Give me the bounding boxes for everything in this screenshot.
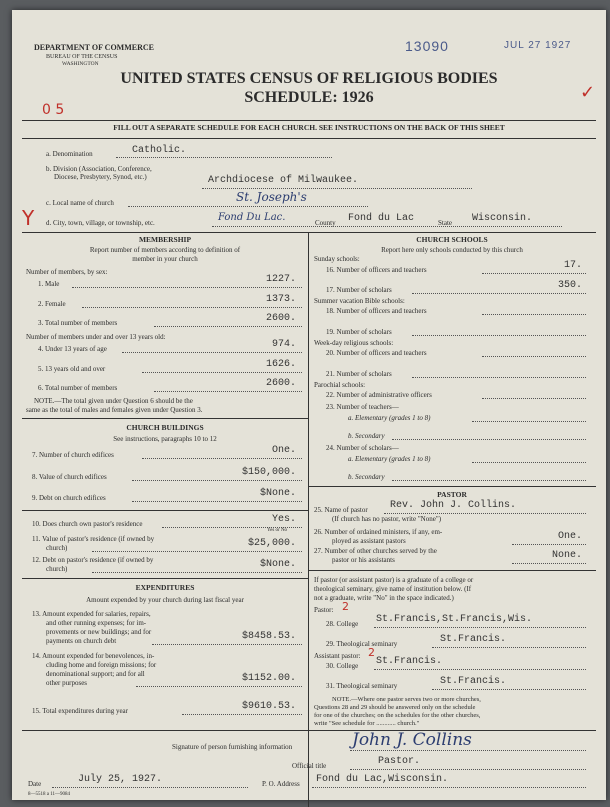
red-mark-2b: 2 (368, 646, 375, 659)
expenditures-heading: EXPENDITURES (135, 583, 195, 592)
signature-label: Signature of person furnishing information (172, 743, 293, 751)
members-by-age-label: Number of members under and over 13 years old: (26, 333, 166, 341)
q24-label: 24. Number of scholars— (326, 444, 399, 452)
q5-label: 5. 13 years old and over (38, 365, 106, 373)
q15-label: 15. Total expenditures during year (32, 707, 128, 715)
q12-label-2: church) (46, 565, 68, 573)
q26-value: One. (557, 531, 582, 542)
q30-label: 30. College (326, 662, 359, 670)
q25-label: 25. Name of pastor (314, 506, 368, 514)
q26-label-1: 26. Number of ordained ministers, if any, em- (314, 528, 443, 536)
q1-value: 1227. (265, 274, 296, 285)
red-mark-y: Y (22, 206, 35, 230)
q3-value: 2600. (265, 313, 296, 324)
county-value: Fond du Lac (348, 213, 415, 224)
date-stamp: JUL 27 1927 (504, 40, 572, 51)
weekday-schools-label: Week-day religious schools: (314, 339, 394, 347)
census-form (12, 10, 606, 800)
assistant-pastor-label: Assistant pastor: (314, 652, 361, 660)
q30-value: St.Francis. (376, 656, 443, 667)
pastor-note-3: for one of the churches; on the schedules for the other churches, (314, 712, 481, 719)
official-title-label: Official title (292, 762, 327, 770)
q23-label: 23. Number of teachers— (326, 403, 399, 411)
schools-heading: CHURCH SCHOOLS (416, 235, 488, 244)
dept-name: DEPARTMENT OF COMMERCE (34, 43, 155, 52)
form-title: UNITED STATES CENSUS OF RELIGIOUS BODIES (120, 70, 498, 87)
vacation-schools-label: Summer vacation Bible schools: (314, 297, 405, 305)
q14-label-2: cluding home and foreign missions; for (46, 661, 157, 669)
q14-label-1: 14. Amount expended for benevolences, in- (32, 652, 155, 660)
q31-value: St.Francis. (440, 676, 507, 687)
q13-label-1: 13. Amount expended for salaries, repairs, (32, 610, 151, 618)
serial-number: 13090 (405, 38, 449, 54)
q29-value: St.Francis. (440, 634, 507, 645)
buildings-heading: CHURCH BUILDINGS (126, 423, 204, 432)
q26-label-2: ployed as assistant pastors (332, 537, 406, 545)
q8-value: $150,000. (241, 467, 296, 478)
q14-label-4: other purposes (46, 679, 88, 687)
pastor-name: Rev. John J. Collins. (390, 500, 517, 511)
q6-value: 2600. (265, 378, 296, 389)
graduate-note-1: If pastor (or assistant pastor) is a graduate of a college or (314, 576, 474, 584)
q15-value: $9610.53. (241, 701, 296, 712)
q25-hint: (If church has no pastor, write "None") (332, 515, 442, 523)
q23-secondary: b. Secondary (348, 432, 385, 440)
form-number: 8—5518 a 11—9084 (28, 792, 71, 797)
q28-label: 28. College (326, 620, 359, 628)
city: WASHINGTON (62, 61, 99, 67)
q16-value: 17. (563, 260, 582, 271)
city-label: d. City, town, village, or township, etc. (46, 219, 155, 227)
graduate-note-2: theological seminary, give name of institution below. (If (314, 585, 472, 593)
po-address-value: Fond du Lac,Wisconsin. (316, 774, 449, 785)
pastor-note-2: Questions 28 and 29 should be answered only on the schedule (314, 704, 476, 711)
q14-label-3: denominational support; and for all (46, 670, 145, 678)
members-by-sex-label: Number of members, by sex: (26, 268, 108, 276)
q21-label: 21. Number of scholars (326, 370, 392, 378)
county-label: County (315, 219, 336, 227)
q5-value: 1626. (265, 359, 296, 370)
pastor-label: Pastor: (314, 606, 334, 614)
q19-label: 19. Number of scholars (326, 328, 392, 336)
pastor-heading: PASTOR (437, 490, 467, 499)
local-name-label: c. Local name of church (46, 199, 114, 207)
parochial-schools-label: Parochial schools: (314, 381, 366, 389)
q11-value: $25,000. (247, 538, 296, 549)
sunday-schools-label: Sunday schools: (314, 255, 360, 263)
q2-label: 2. Female (38, 300, 66, 308)
pastor-note-1: NOTE.—Where one pastor serves two or more churches, (332, 696, 481, 703)
q12-value: $None. (259, 559, 296, 570)
q13-label-2: and other running expenses; for im- (46, 619, 147, 627)
graduate-note-3: not a graduate, write "No" in the space indicated.) (314, 594, 454, 602)
q13-label-4: payments on church debt (46, 637, 117, 645)
red-check-mark: ✓ (580, 82, 596, 103)
instructions-banner: FILL OUT A SEPARATE SCHEDULE FOR EACH CHURCH. SEE INSTRUCTIONS ON THE BACK OF THIS SHEET (113, 123, 505, 132)
city-value: Fond Du Lac. (218, 212, 286, 223)
q10-label: 10. Does church own pastor's residence (32, 520, 143, 528)
q13-label-3: provements or new buildings; and for (46, 628, 152, 636)
q24-elementary: a. Elementary (grades 1 to 8) (348, 455, 431, 463)
q17-value: 350. (557, 280, 582, 291)
q27-value: None. (551, 550, 582, 561)
q12-label-1: 12. Debt on pastor's residence (if owned by (32, 556, 154, 564)
q3-label: 3. Total number of members (38, 319, 118, 327)
bureau-name: BUREAU OF THE CENSUS (46, 54, 118, 60)
signature: John J. Collins (352, 730, 472, 750)
date-label: Date (28, 780, 42, 788)
division-label-1: b. Division (Association, Conference, (46, 165, 152, 173)
q22-label: 22. Number of administrative officers (326, 391, 432, 399)
q18-label: 18. Number of officers and teachers (326, 307, 427, 315)
q20-label: 20. Number of officers and teachers (326, 349, 427, 357)
q29-label: 29. Theological seminary (326, 640, 398, 648)
q27-label-1: 27. Number of other churches served by the (314, 547, 437, 555)
membership-note-2: same as the total of males and females given under Question 3. (26, 406, 203, 414)
membership-intro-1: Report number of members according to definition of (89, 246, 241, 254)
q31-label: 31. Theological seminary (326, 682, 398, 690)
q2-value: 1373. (265, 294, 296, 305)
pastor-note-4: write "See schedule for ............ church." (314, 720, 420, 727)
state-value: Wisconsin. (472, 213, 533, 224)
q14-value: $1152.00. (241, 673, 296, 684)
membership-heading: MEMBERSHIP (138, 235, 192, 244)
official-title-value: Pastor. (378, 756, 421, 767)
division-label-2: Diocese, Presbytery, Synod, etc.) (54, 173, 147, 181)
denomination-label: a. Denomination (46, 150, 93, 158)
form-subtitle: SCHEDULE: 1926 (244, 89, 374, 106)
q11-label-2: church) (46, 544, 68, 552)
local-name-value: St. Joseph's (236, 190, 307, 204)
q16-label: 16. Number of officers and teachers (326, 266, 427, 274)
denomination-value: Catholic. (132, 145, 187, 156)
red-note: 0 5 (42, 102, 65, 118)
yes-no-hint: Yes or No (267, 528, 288, 533)
q4-value: 974. (271, 339, 296, 350)
buildings-instructions: See instructions, paragraphs 10 to 12 (113, 435, 217, 443)
q7-value: One. (271, 445, 296, 456)
q7-label: 7. Number of church edifices (32, 451, 114, 459)
q24-secondary: b. Secondary (348, 473, 385, 481)
state-label: State (438, 219, 452, 227)
q28-value: St.Francis,St.Francis,Wis. (376, 614, 533, 625)
division-value: Archdiocese of Milwaukee. (208, 175, 359, 186)
q8-label: 8. Value of church edifices (32, 473, 107, 481)
q13-value: $8458.53. (241, 631, 296, 642)
q11-label-1: 11. Value of pastor's residence (if owned by (32, 535, 155, 543)
q9-label: 9. Debt on church edifices (32, 494, 106, 502)
po-address-label: P. O. Address (262, 780, 300, 788)
membership-intro-2: member in your church (132, 255, 198, 263)
q1-label: 1. Male (38, 280, 60, 288)
q4-label: 4. Under 13 years of age (38, 345, 107, 353)
q6-label: 6. Total number of members (38, 384, 118, 392)
date-value: July 25, 1927. (78, 774, 163, 785)
schools-intro: Report here only schools conducted by this church (381, 246, 523, 254)
q23-elementary: a. Elementary (grades 1 to 8) (348, 414, 431, 422)
membership-note-1: NOTE.—The total given under Question 6 should be the (34, 397, 193, 405)
red-mark-2a: 2 (342, 600, 349, 613)
q27-label-2: pastor or his assistants (332, 556, 395, 564)
q9-value: $None. (259, 488, 296, 499)
q17-label: 17. Number of scholars (326, 286, 392, 294)
q10-value: Yes. (271, 514, 296, 525)
expenditures-intro: Amount expended by your church during last fiscal year (86, 596, 244, 604)
